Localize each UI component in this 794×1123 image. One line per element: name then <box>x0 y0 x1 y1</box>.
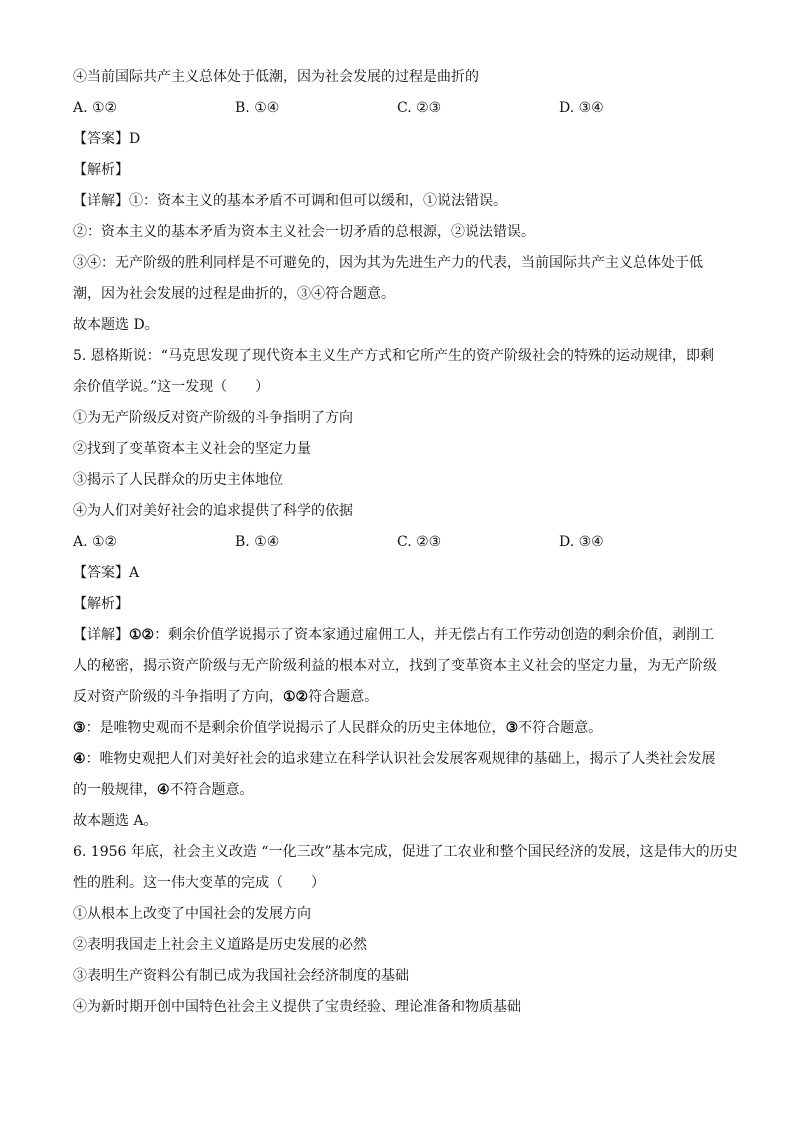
answer-value: D <box>129 131 141 147</box>
q4-detail-2: ②：资本主义的基本矛盾为资本主义社会一切矛盾的总根源，②说法错误。 <box>73 224 535 240</box>
q6-item-1: ①从根本上改变了中国社会的发展方向 <box>73 906 311 922</box>
q6-item-4: ④为新时期开创中国特色社会主义提供了宝贵经验、理论准备和物质基础 <box>73 999 521 1015</box>
q4-conclusion: 故本题选 D。 <box>73 317 159 333</box>
detail-text: ：唯物史观把人们对美好社会的追求建立在科学认识社会发展客观规律的基础上，揭示了人类社会发展 <box>85 751 716 767</box>
q5-stem-a: 5. 恩格斯说：“马克思发现了现代资本主义生产方式和它所产生的资产阶级社会的特殊的运动规律，即剩 <box>73 348 714 364</box>
q5-option-b: B. ①④ <box>235 534 280 550</box>
q5-item-4: ④为人们对美好社会的追求提供了科学的依据 <box>73 503 353 519</box>
q4-detail-3b: 潮，因为社会发展的过程是曲折的，③④符合题意。 <box>73 286 395 302</box>
q5-detail-2 <box>73 713 723 744</box>
answer-label: 【答案】 <box>73 131 129 147</box>
detail-marker: ③ <box>505 720 519 736</box>
q6-stem-a: 6. 1956 年底，社会主义改造 “一化三改”基本完成，促进了工农业和整个国民经济的发展，这是伟大的历史 <box>73 844 738 860</box>
q5-option-c: C. ②③ <box>397 534 442 550</box>
q5-answer <box>73 558 723 589</box>
q5-stem-b: 余价值学说。”这一发现（ ） <box>73 379 270 395</box>
q5-conclusion: 故本题选 A。 <box>73 813 158 829</box>
detail-marker: ④ <box>157 782 170 798</box>
detail-label: 【详解】 <box>73 627 129 643</box>
q5-item-3: ③揭示了人民群众的历史主体地位 <box>73 472 283 488</box>
q5-detail-1b: 人的秘密，揭示资产阶级与无产阶级利益的根本对立，找到了变革资本主义社会的坚定力量，为无产阶级 <box>73 658 717 674</box>
q5-detail-3b <box>73 775 723 806</box>
q5-option-a: A. ①② <box>73 534 118 550</box>
detail-marker: ①② <box>129 627 155 643</box>
q5-analysis-label: 【解析】 <box>73 596 129 612</box>
document-page <box>73 62 738 1023</box>
q6-item-2: ②表明我国走上社会主义道路是历史发展的必然 <box>73 937 367 953</box>
detail-text: 的一般规律， <box>73 782 157 798</box>
detail-marker: ④ <box>73 751 86 767</box>
q4-option-a: A. ①② <box>73 100 118 116</box>
q5-detail-1c <box>73 682 723 713</box>
q5-detail-1a <box>73 620 723 651</box>
answer-value: A <box>129 565 140 581</box>
detail-text: 反对资产阶级的斗争指明了方向， <box>73 689 283 705</box>
detail-text: 不符合题意。 <box>169 782 254 798</box>
q4-options <box>73 93 723 124</box>
detail-label: 【详解】 <box>73 193 129 209</box>
q5-item-2: ②找到了变革资本主义社会的坚定力量 <box>73 441 311 457</box>
detail-text: 符合题意。 <box>308 689 379 705</box>
q4-option-b: B. ①④ <box>235 100 280 116</box>
q5-detail-3a <box>73 744 723 775</box>
detail-text: ：是唯物史观而不是剩余价值学说揭示了人民群众的历史主体地位， <box>85 720 506 736</box>
q5-option-d: D. ③④ <box>559 534 604 550</box>
q4-item-4: ④当前国际共产主义总体处于低潮，因为社会发展的过程是曲折的 <box>73 69 479 85</box>
q5-options <box>73 527 723 558</box>
q4-answer <box>73 124 723 155</box>
q4-analysis-label: 【解析】 <box>73 162 129 178</box>
q4-detail-1 <box>73 186 723 217</box>
q6-stem-b: 性的胜利。这一伟大变革的完成（ ） <box>73 875 325 891</box>
q5-item-1: ①为无产阶级反对资产阶级的斗争指明了方向 <box>73 410 353 426</box>
detail-text: ①：资本主义的基本矛盾不可调和但可以缓和，①说法错误。 <box>129 193 507 209</box>
q4-option-d: D. ③④ <box>559 100 604 116</box>
answer-label: 【答案】 <box>73 565 129 581</box>
detail-marker: ①② <box>283 689 309 705</box>
q6-item-3: ③表明生产资料公有制已成为我国社会经济制度的基础 <box>73 968 409 984</box>
q4-option-c: C. ②③ <box>397 100 442 116</box>
detail-text: 不符合题意。 <box>518 720 603 736</box>
q4-detail-3a: ③④：无产阶级的胜利同样是不可避免的，因为其为先进生产力的代表，当前国际共产主义总体处于低 <box>73 255 703 271</box>
detail-marker: ③ <box>73 720 86 736</box>
detail-text: ：剩余价值学说揭示了资本家通过雇佣工人，并无偿占有工作劳动创造的剩余价值，剥削工 <box>154 627 715 643</box>
